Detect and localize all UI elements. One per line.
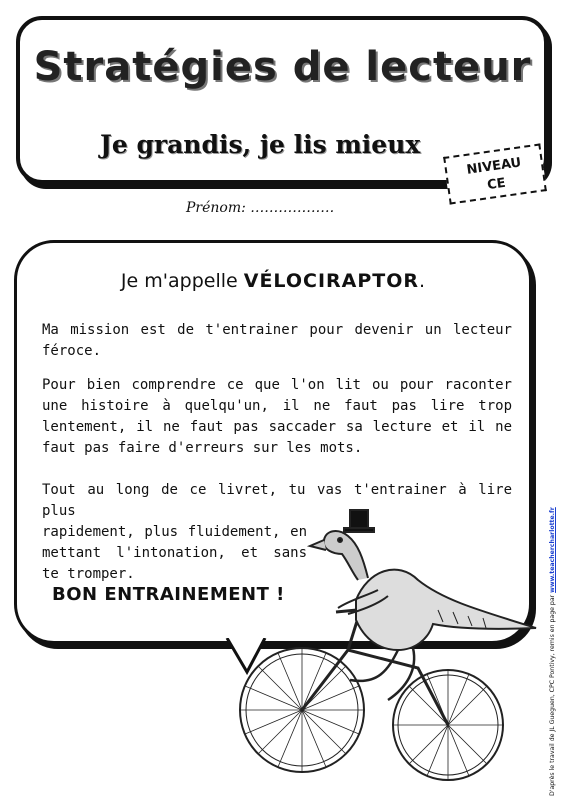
credit-text: D'après le travail de JL Gueguen, CPC Pontivy, remis en page par	[549, 592, 556, 796]
intro-suffix: .	[419, 270, 426, 292]
paragraph-training-rest: rapidement, plus fluidement, en mettant l'intonation, et sans te tromper.	[42, 524, 307, 582]
level-value: CE	[486, 175, 507, 194]
closing-message: BON ENTRAINEMENT !	[52, 584, 285, 605]
name-field-label: Prénom: ………………	[186, 200, 335, 216]
credit-line	[549, 507, 556, 796]
intro-heading	[0, 270, 546, 292]
velociraptor-on-penny-farthing-icon	[238, 500, 538, 790]
level-label: NIVEAU	[465, 155, 523, 178]
paragraph-reading-advice: Pour bien comprendre ce que l'on lit ou pour raconter une histoire à quelqu'un, il ne faut pas lire trop lentement, il ne faut pas saccader sa lecture et il ne faut pas faire d'erreurs sur les mots.	[42, 377, 512, 456]
paragraph-training-line1: Tout au long de ce livret, tu vas t'entrainer à lire plus	[42, 482, 512, 519]
intro-prefix: Je m'appelle	[120, 270, 244, 292]
page-subtitle: Je grandis, je lis mieux	[100, 130, 421, 159]
paragraph-mission: Ma mission est de t'entrainer pour devenir un lecteur féroce.	[42, 322, 512, 359]
credit-link[interactable]: www.teachercharlotte.fr	[549, 507, 556, 593]
character-name: VÉLOCIRAPTOR	[243, 270, 420, 292]
page-title: Stratégies de lecteur	[33, 44, 532, 90]
